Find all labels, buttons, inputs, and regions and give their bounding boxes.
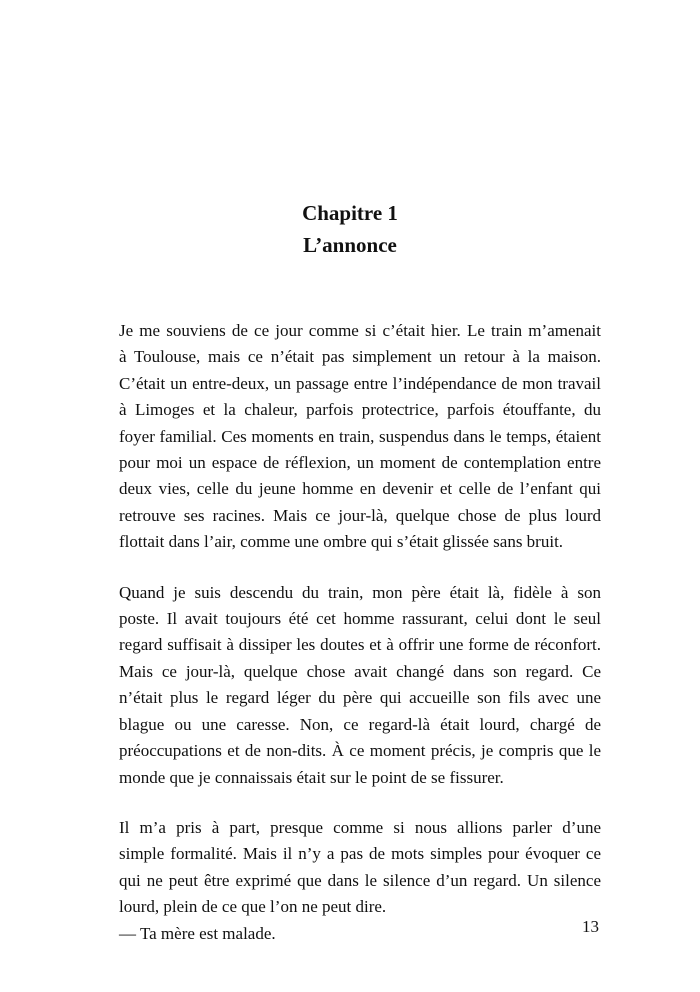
text-line: retrouve ses racines. Mais ce jour-là, quelque chose de plus lourd: [119, 505, 601, 525]
text-line: C’était un entre-deux, un passage entre l’indépendance de mon travail: [119, 373, 601, 393]
text-line: lourd, plein de ce que l’on ne peut dire.: [119, 897, 387, 917]
text-line: flottait dans l’air, comme une ombre qui s’était glissée sans bruit.: [119, 532, 564, 552]
text-line: poste. Il avait toujours été cet homme rassurant, celui dont le seul: [119, 609, 601, 629]
text-line: regard suffisait à dissiper les doutes et à offrir une forme de réconfort.: [119, 635, 601, 655]
text-line: Mais ce jour-là, quelque chose avait changé dans son regard. Ce: [119, 661, 601, 681]
paragraph-2: [95, 580, 601, 791]
text-line: à Toulouse, mais ce n’était pas simplement un retour à la maison.: [119, 347, 601, 367]
chapter-heading: [0, 197, 700, 261]
text-line: Il m’a pris à part, presque comme si nous allions parler d’une: [119, 817, 601, 837]
chapter-body: [95, 318, 601, 947]
text-line: n’était plus le regard léger du père qui accueille son fils avec une: [119, 688, 601, 708]
text-line: Quand je suis descendu du train, mon père était là, fidèle à son: [119, 582, 601, 602]
page-number: 13: [582, 917, 599, 936]
text-line: foyer familial. Ces moments en train, suspendus dans le temps, étaient: [119, 426, 601, 446]
text-line: Je me souviens de ce jour comme si c’était hier. Le train m’amenait: [119, 321, 601, 340]
dialogue-line: — Ta mère est malade.: [119, 923, 276, 943]
text-line: blague ou une caresse. Non, ce regard-là était lourd, chargé de: [119, 714, 601, 734]
text-line: à Limoges et la chaleur, parfois protectrice, parfois étouffante, du: [119, 400, 601, 420]
paragraph-1: [95, 318, 601, 556]
text-line: deux vies, celle du jeune homme en devenir et celle de l’enfant qui: [119, 479, 601, 499]
text-line: préoccupations et de non-dits. À ce moment précis, je compris que le: [119, 741, 601, 761]
chapter-number: Chapitre 1: [302, 201, 398, 225]
text-line: simple formalité. Mais il n’y a pas de mots simples pour évoquer ce: [119, 844, 601, 864]
text-line: qui ne peut être exprimé que dans le silence d’un regard. Un silence: [119, 870, 601, 890]
chapter-title: L’annonce: [303, 233, 397, 257]
text-line: monde que je connaissais était sur le point de se fissurer.: [119, 767, 504, 787]
paragraph-3: [95, 815, 601, 921]
text-line: pour moi un espace de réflexion, un moment de contemplation entre: [119, 453, 601, 473]
